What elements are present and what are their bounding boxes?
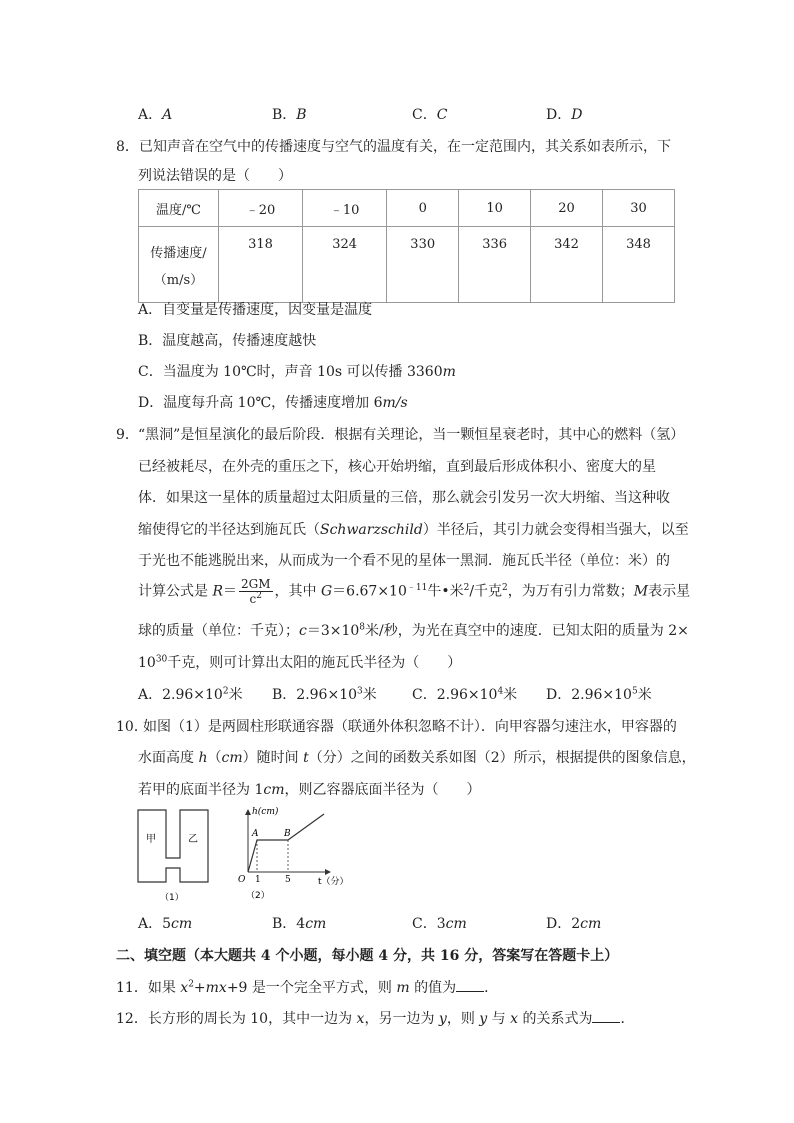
q12: 12．长方形的周长为 10，其中一边为 x，另一边为 y，则 y 与 x 的关系式为 ． [116, 1011, 635, 1027]
q9-option-c[interactable]: C．$2.96\times 10^4$米 [412, 686, 518, 703]
q8-option-a[interactable]: A．自变量是传播速度，因变量是温度 [138, 302, 373, 318]
table-cell: 318 [219, 227, 303, 303]
label-jia: 甲 [146, 834, 156, 845]
point-b-label: B [284, 829, 291, 839]
table-row [139, 190, 675, 227]
table-cell: 10 [459, 190, 531, 227]
q10-line2: 水面高度 h（cm）随时间 t（分）之间的函数关系如图（2）所示，根据提供的图象信息， [138, 750, 696, 766]
q9-line3: 体．如果这一星体的质量超过太阳质量的三倍，那么就会引发另一次大坍缩、当这种收 [138, 490, 670, 506]
q9-option-d[interactable]: D．$2.96\times 10^5$米 [546, 686, 652, 703]
q10-option-c[interactable]: C．3cm [412, 916, 467, 932]
q9-option-b[interactable]: B．$2.96\times 10^3$米 [272, 686, 377, 703]
table-cell: ﹣20 [219, 190, 303, 227]
q7-option-a[interactable]: A．A [138, 107, 173, 123]
figure-2-height-time-graph [230, 804, 360, 904]
q9-line2: 已经被耗尽，在外壳的重压之下，核心开始坍缩，直到最后形成体积小、密度大的星 [138, 459, 656, 475]
table-cell: 348 [603, 227, 675, 303]
table-header-speed [139, 227, 219, 303]
schwarzschild-formula: $\frac{2GM}{c^2}$ [241, 577, 271, 606]
q9-line4: 缩使得它的半径达到施瓦氏（Schwarzschild）半径后，其引力就会变得相当强大，以至 [138, 522, 689, 538]
table-cell: 342 [531, 227, 603, 303]
section-2-heading: 二、填空题（本大题共 4 个小题，每小题 4 分，共 16 分，答案写在答题卡上） [116, 948, 619, 964]
table-cell: ﹣10 [303, 190, 387, 227]
q9-line1: “黑洞”是恒星演化的最后阶段．根据有关理论，当一颗恒星衰老时，其中心的燃料（氢） [138, 427, 685, 443]
table-cell: 30 [603, 190, 675, 227]
tick-label-1: 1 [255, 875, 261, 885]
q9-number: 9． [116, 427, 139, 443]
q8-option-c[interactable]: C．当温度为 10℃时，声音 10s 可以传播 3360m [138, 364, 456, 380]
point-a-label: A [252, 829, 259, 839]
q10-option-a[interactable]: A．5cm [138, 916, 193, 932]
container-outline [138, 810, 208, 882]
table-cell: 0 [387, 190, 459, 227]
q11: 11．如果 $x^2+mx+9$ 是一个完全平方式，则 m 的值为 ． [116, 979, 499, 996]
fig2-caption: （2） [246, 891, 270, 901]
q8-stem-line2: 列说法错误的是（ ） [138, 168, 292, 184]
answer-blank[interactable] [592, 1010, 620, 1023]
table-cell: 20 [531, 190, 603, 227]
q10-option-b[interactable]: B．4cm [272, 916, 327, 932]
q8-number: 8． [116, 139, 139, 155]
q8-option-b[interactable]: B．温度越高，传播速度越快 [138, 333, 317, 349]
speed-label-line2: （m/s） [153, 272, 204, 288]
q7-option-d[interactable]: D．D [546, 107, 583, 123]
q9-line7: 球的质量（单位：千克）；$c=3\times 10^8$米/秒，为光在真空中的速度．已知太阳的质量为 2× [138, 622, 689, 639]
y-axis-label: h(cm) [252, 807, 279, 817]
tick-label-5: 5 [285, 875, 291, 885]
q9-line6: 计算公式是 R＝ $\frac{2GM}{c^2}$ ，其中 $G=6.67\times 10^{﹣11}$牛•米$^2$/千克$^2$，为万有引力常数；M表示星 [138, 577, 691, 606]
fig1-caption: （1） [160, 893, 184, 903]
q10-line3: 若甲的底面半径为 1cm，则乙容器底面半径为（ ） [138, 782, 481, 798]
q10-number: 10． [116, 719, 148, 735]
speed-label-line1: 传播速度/ [150, 245, 207, 261]
q9-line8: $10^{30}$千克，则可计算出太阳的施瓦氏半径为（ ） [138, 654, 462, 671]
q9-line5: 于光也不能逃脱出来，从而成为一个看不见的星体一黑洞．施瓦氏半径（单位：米）的 [138, 553, 670, 569]
label-yi: 乙 [188, 834, 198, 845]
table-row [139, 227, 675, 303]
answer-blank[interactable] [456, 979, 484, 992]
q10-option-d[interactable]: D．2cm [546, 916, 602, 932]
q7-option-b[interactable]: B．B [272, 107, 307, 123]
graph-line [248, 814, 324, 872]
q10-line1: 如图（1）是两圆柱形联通容器（联通外体积忽略不计）．向甲容器匀速注水，甲容器的 [143, 719, 677, 735]
q8-stem-line1: 已知声音在空气中的传播速度与空气的温度有关，在一定范围内，其关系如表所示，下 [139, 139, 671, 155]
q9-option-a[interactable]: A．$2.96\times 10^2$米 [138, 686, 243, 703]
q8-option-d[interactable]: D．温度每升高 10℃，传播速度增加 6m/s [138, 395, 408, 411]
table-cell: 336 [459, 227, 531, 303]
x-axis-label: t（分） [318, 877, 349, 887]
q8-table [138, 189, 675, 303]
table-header-temp: 温度/℃ [139, 190, 219, 227]
table-cell: 324 [303, 227, 387, 303]
q7-option-c[interactable]: C．C [412, 107, 448, 123]
figure-1-connected-containers [136, 808, 216, 904]
origin-label: O [238, 875, 246, 885]
table-cell: 330 [387, 227, 459, 303]
